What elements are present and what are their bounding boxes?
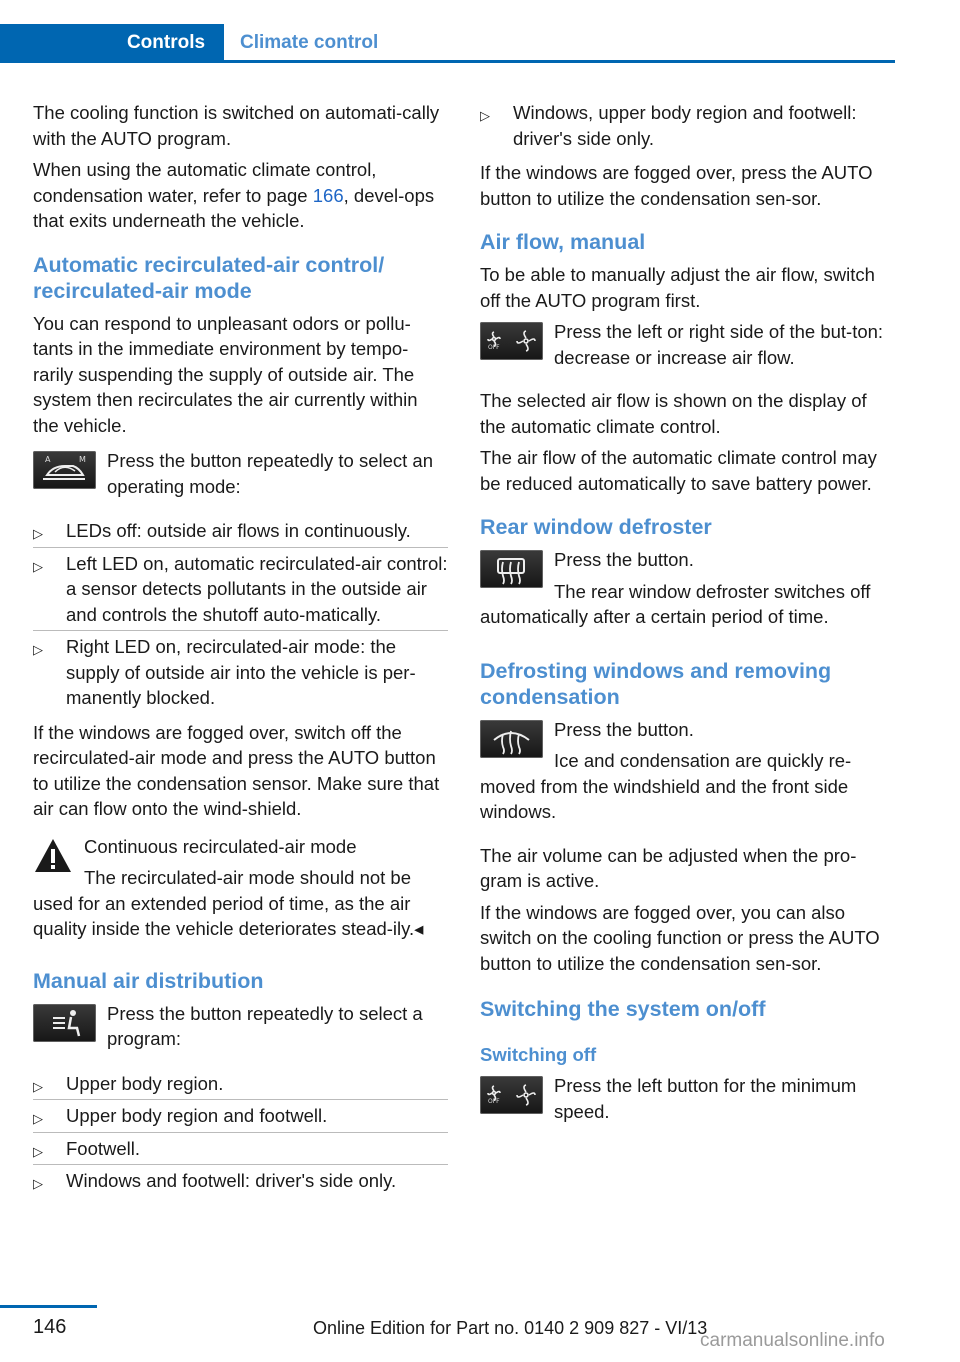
condensation-paragraph (33, 157, 448, 234)
fan-off-button-icon (480, 1076, 543, 1114)
list-item (33, 1133, 448, 1166)
svg-text:A: A (45, 455, 51, 464)
svg-text:OFF: OFF (488, 344, 500, 351)
airflow-display-paragraph: The selected air flow is shown on the display of the automatic climate control. (480, 390, 867, 437)
manual-distribution-heading: Manual air distribution (33, 968, 264, 993)
airflow-button-instruction (480, 319, 895, 376)
bullet-triangle-icon: ▷ (33, 1176, 43, 1191)
airflow-button-text: Press the left or right side of the but-ton: decrease or increase air flow. (554, 321, 884, 368)
right-column (480, 100, 895, 1130)
condensation-text-a: When using the automatic climate control, condensation water, refer to page (33, 159, 377, 206)
distribution-button-instruction (33, 1001, 448, 1058)
recirc-button-text: Press the button repeatedly to select an operating mode: (107, 450, 434, 497)
bullet-triangle-icon: ▷ (33, 1111, 43, 1126)
svg-text:M: M (79, 455, 86, 464)
list-item (33, 1100, 448, 1133)
list-item (33, 1165, 448, 1197)
list-item-text: Windows, upper body region and footwell: driver's side only. (513, 102, 857, 149)
topic-tab: Climate control (240, 32, 379, 53)
recirc-modes-list (33, 515, 448, 714)
windshield-defroster-button-icon (480, 720, 543, 758)
list-item (33, 548, 448, 632)
recirc-intro: You can respond to unpleasant odors or pollu-tants in the immediate environment by tempo-rarily suspending the supply of outside air. The system then recirculates the air currently within the vehicle. (33, 312, 418, 436)
edition-text: Online Edition for Part no. 0140 2 909 827 - VI/13 (313, 1318, 708, 1338)
warning-text: The recirculated-air mode should not be used for an extended period of time, as the air quality inside the vehicle deteriorates stead-ily.◂ (33, 867, 424, 939)
distribution-programs-list (33, 1068, 448, 1197)
list-item-text: LEDs off: outside air flows in continuously. (66, 520, 411, 541)
list-item-text: Windows and footwell: driver's side only. (66, 1170, 397, 1191)
list-item (33, 515, 448, 548)
defrost-instruction (480, 717, 895, 831)
page-ref-link[interactable]: 166 (312, 184, 344, 206)
watermark: carmanualsonline.info (700, 1330, 885, 1351)
bullet-triangle-icon: ▷ (33, 526, 43, 541)
air-volume-paragraph: The air volume can be adjusted when the pro-gram is active. (480, 844, 857, 891)
distribution-button-text: Press the button repeatedly to select a program: (107, 1002, 423, 1049)
rear-defroster-button-icon (480, 550, 543, 588)
list-item-text: Right LED on, recirculated-air mode: the supply of outside air into the vehicle is per-manently blocked. (66, 636, 416, 708)
bullet-triangle-icon: ▷ (33, 558, 43, 574)
rear-defroster-heading: Rear window defroster (480, 515, 712, 539)
recirculated-air-button-icon (33, 451, 96, 489)
bullet-triangle-icon: ▷ (480, 108, 490, 123)
list-item-text: Upper body region and footwell. (66, 1105, 328, 1126)
switching-off-instruction (480, 1073, 895, 1130)
fogged-auto-paragraph: If the windows are fogged over, press the AUTO button to utilize the condensation sen-sor. (480, 162, 873, 209)
warning-title: Continuous recirculated-air mode (84, 835, 357, 857)
airflow-heading: Air flow, manual (480, 230, 646, 254)
airflow-battery-paragraph: The air flow of the automatic climate control may be reduced automatically to save battery power. (480, 447, 877, 494)
recirc-heading: Automatic recirculated-air control/ recirculated-air mode (33, 252, 385, 303)
switching-off-text: Press the left button for the minimum speed. (554, 1075, 857, 1122)
defrost-text: Ice and condensation are quickly re-moved from the windshield and the front side windows. (480, 750, 852, 822)
warning-triangle-icon (33, 837, 73, 875)
rear-press-text: Press the button. (554, 549, 694, 570)
footer-rule (0, 1305, 97, 1308)
bullet-triangle-icon: ▷ (33, 1078, 43, 1094)
cooling-paragraph: The cooling function is switched on automati-cally with the AUTO program. (33, 102, 440, 149)
list-item (33, 631, 448, 714)
fan-off-button-icon (480, 322, 543, 360)
page-number: 146 (33, 1316, 67, 1338)
switching-off-heading: Switching off (480, 1044, 597, 1065)
rear-defroster-instruction (480, 547, 895, 636)
airflow-intro: To be able to manually adjust the air flow, switch off the AUTO program first. (480, 264, 875, 311)
bullet-triangle-icon: ▷ (33, 642, 43, 657)
fogged-paragraph: If the windows are fogged over, switch off the recirculated-air mode and press the AUTO button to utilize the condensation sensor. Make sure that air can flow onto the wind-shield. (33, 721, 440, 819)
bullet-triangle-icon: ▷ (33, 1143, 43, 1159)
distribution-programs-list-cont (480, 97, 895, 154)
air-distribution-button-icon (33, 1004, 96, 1042)
defrost-press-text: Press the button. (554, 718, 694, 740)
list-item-text: Left LED on, automatic recirculated-air control: a sensor detects pollutants in the outside air and controls the shutoff auto-matically. (66, 552, 448, 625)
page-header (0, 24, 895, 62)
list-item-text: Upper body region. (66, 1072, 224, 1094)
list-item (480, 97, 895, 154)
fogged-cooling-paragraph: If the windows are fogged over, you can also switch on the cooling function or press the AUTO button to utilize the condensation sen-sor. (480, 901, 880, 974)
header-rule (0, 60, 895, 63)
rear-defroster-text: The rear window defroster switches off automatically after a certain period of time. (480, 580, 871, 627)
system-onoff-heading: Switching the system on/off (480, 997, 766, 1021)
svg-text:OFF: OFF (488, 1098, 500, 1105)
condensation-text-b: , devel-ops that exits underneath the vehicle. (33, 184, 435, 231)
recirc-button-instruction (33, 448, 448, 505)
list-item-text: Footwell. (66, 1137, 141, 1159)
section-tab: Controls (0, 24, 224, 62)
list-item (33, 1068, 448, 1101)
defrost-heading: Defrosting windows and removing condensation (480, 658, 832, 709)
warning-block (33, 834, 448, 942)
left-column (33, 100, 448, 1203)
